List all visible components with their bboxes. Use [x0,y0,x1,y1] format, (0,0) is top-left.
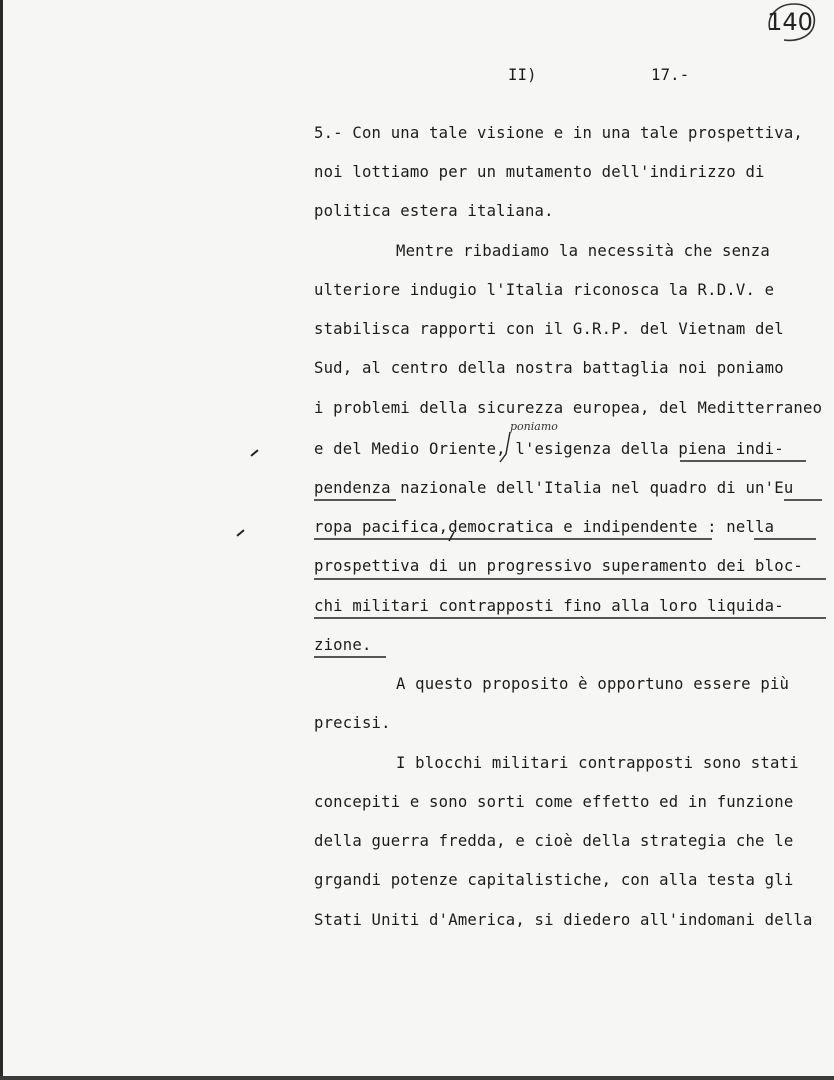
text-line: zione. [314,636,372,654]
text-line: chi militari contrapposti fino alla loro liquida- [314,597,784,615]
text-line: prospettiva di un progressivo superamento dei bloc- [314,557,803,575]
text-line: e del Medio Oriente, l'esigenza della piena indi- [314,440,784,458]
text-line: ropa pacifica,democratica e indipendente : nella [314,518,775,536]
text-line: Stati Uniti d'America, si diedero all'indomani della [314,911,813,929]
header-section: II) [508,66,537,84]
text-line: A questo proposito è opportuno essere più [396,675,790,693]
text-line: grgandi potenze capitalistiche, con alla testa gli [314,871,794,889]
text-line: precisi. [314,714,391,732]
handwritten-insertion: poniamo [510,420,558,433]
header-page-number: 17.- [651,66,690,84]
insertion-caret [500,432,510,462]
text-line: 5.- Con una tale visione e in una tale prospettiva, [314,124,803,142]
text-line: ulteriore indugio l'Italia riconosca la R.D.V. e [314,281,775,299]
text-line: I blocchi militari contrapposti sono stati [396,754,799,772]
text-line: Sud, al centro della nostra battaglia noi poniamo [314,359,784,377]
text-line: politica estera italiana. [314,202,554,220]
text-line: pendenza nazionale dell'Italia nel quadro di un'Eu [314,479,794,497]
text-line: stabilisca rapporti con il G.R.P. del Vietnam del [314,320,784,338]
folio-number: 140 [767,8,813,36]
text-line: noi lottiamo per un mutamento dell'indirizzo di [314,163,765,181]
text-line: Mentre ribadiamo la necessità che senza [396,242,770,260]
text-line: della guerra fredda, e cioè della strategia che le [314,832,794,850]
text-line: concepiti e sono sorti come effetto ed in funzione [314,793,794,811]
text-line: i problemi della sicurezza europea, del Meditterraneo [314,399,823,417]
